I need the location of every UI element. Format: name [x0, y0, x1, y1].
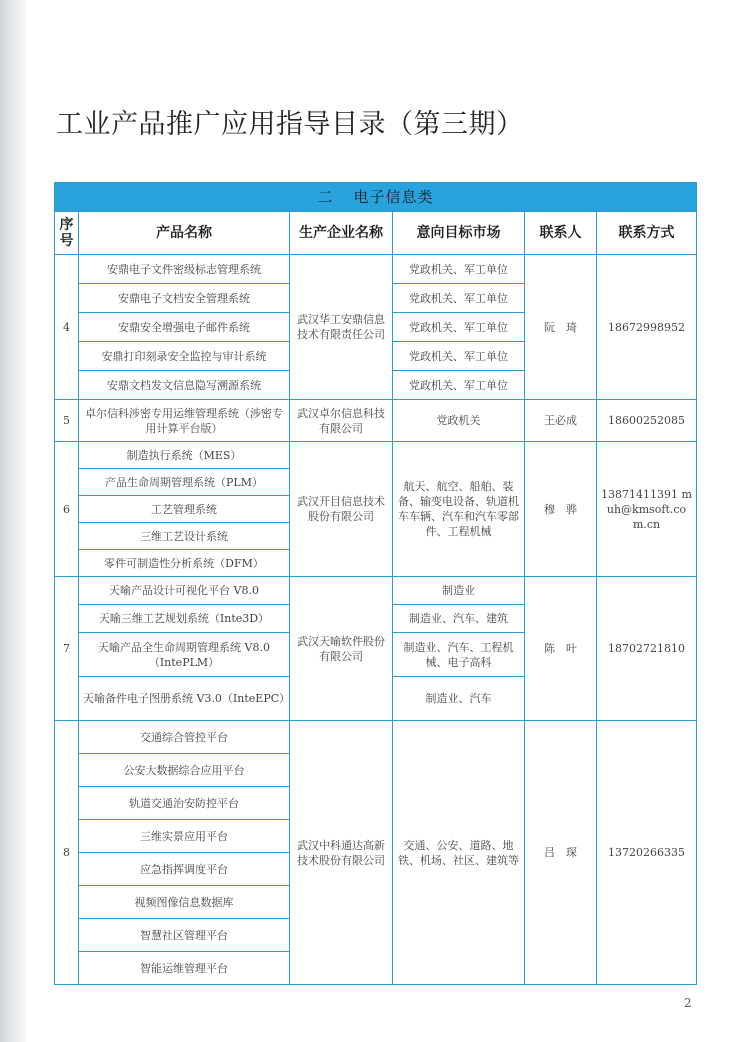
company-cell: 武汉天喻软件股份有限公司	[290, 577, 393, 721]
product-cell: 天喻产品全生命周期管理系统 V8.0（IntePLM）	[79, 633, 290, 677]
book-spine-shadow	[0, 0, 26, 1042]
product-cell: 安鼎电子文档安全管理系统	[79, 284, 290, 313]
market-cell: 航天、航空、船舶、装备、输变电设备、轨道机车车辆、汽车和汽车零部件、工程机械	[393, 442, 525, 577]
section-title: 电子信息类	[353, 187, 434, 206]
section-header-row	[55, 183, 697, 212]
table-row	[55, 442, 697, 469]
header-phone: 联系方式	[597, 212, 697, 255]
header-product: 产品名称	[79, 212, 290, 255]
phone-cell: 18702721810	[597, 577, 697, 721]
company-cell: 武汉卓尔信息科技有限公司	[290, 400, 393, 442]
company-cell: 武汉开目信息技术股份有限公司	[290, 442, 393, 577]
product-cell: 产品生命周期管理系统（PLM）	[79, 469, 290, 496]
market-cell: 党政机关	[393, 400, 525, 442]
seq-cell: 5	[55, 400, 79, 442]
contact-cell: 陈 叶	[525, 577, 597, 721]
page-title: 工业产品推广应用指导目录（第三期）	[56, 109, 524, 140]
phone-cell: 13871411391 muh@kmsoft.com.cn	[597, 442, 697, 577]
product-cell: 轨道交通治安防控平台	[79, 787, 290, 820]
page-number: 2	[684, 996, 692, 1010]
product-cell: 天喻备件电子图册系统 V3.0（InteEPC）	[79, 677, 290, 721]
phone-cell: 18672998952	[597, 255, 697, 400]
header-seq: 序号	[55, 212, 79, 255]
product-cell: 天喻产品设计可视化平台 V8.0	[79, 577, 290, 605]
product-cell: 安鼎安全增强电子邮件系统	[79, 313, 290, 342]
market-cell: 交通、公安、道路、地铁、机场、社区、建筑等	[393, 721, 525, 985]
contact-cell: 阮 琦	[525, 255, 597, 400]
contact-cell: 穆 骅	[525, 442, 597, 577]
product-cell: 智慧社区管理平台	[79, 919, 290, 952]
section-header	[55, 183, 697, 212]
table-row	[55, 400, 697, 442]
header-market: 意向目标市场	[393, 212, 525, 255]
market-cell: 制造业、汽车	[393, 677, 525, 721]
seq-cell: 7	[55, 577, 79, 721]
market-cell: 制造业、汽车、工程机械、电子高科	[393, 633, 525, 677]
market-cell: 党政机关、军工单位	[393, 371, 525, 400]
product-cell: 安鼎打印刻录安全监控与审计系统	[79, 342, 290, 371]
section-prefix: 二	[317, 187, 334, 206]
table-row	[55, 255, 697, 284]
product-cell: 公安大数据综合应用平台	[79, 754, 290, 787]
seq-cell: 8	[55, 721, 79, 985]
market-cell: 党政机关、军工单位	[393, 284, 525, 313]
market-cell: 党政机关、军工单位	[393, 313, 525, 342]
product-cell: 交通综合管控平台	[79, 721, 290, 754]
contact-cell: 吕 琛	[525, 721, 597, 985]
phone-cell: 13720266335	[597, 721, 697, 985]
table-row	[55, 721, 697, 754]
product-cell: 零件可制造性分析系统（DFM）	[79, 550, 290, 577]
seq-cell: 4	[55, 255, 79, 400]
company-cell: 武汉华工安鼎信息技术有限责任公司	[290, 255, 393, 400]
table-row	[55, 577, 697, 605]
column-header-row	[55, 212, 697, 255]
product-cell: 天喻三维工艺规划系统（Inte3D）	[79, 605, 290, 633]
product-cell: 卓尔信科涉密专用运维管理系统（涉密专用计算平台版）	[79, 400, 290, 442]
product-cell: 安鼎电子文件密级标志管理系统	[79, 255, 290, 284]
market-cell: 党政机关、军工单位	[393, 342, 525, 371]
product-cell: 工艺管理系统	[79, 496, 290, 523]
product-catalog-table	[54, 182, 697, 985]
product-cell: 安鼎文档发文信息隐写溯源系统	[79, 371, 290, 400]
product-cell: 智能运维管理平台	[79, 952, 290, 985]
product-cell: 视频图像信息数据库	[79, 886, 290, 919]
product-cell: 三维工艺设计系统	[79, 523, 290, 550]
header-contact: 联系人	[525, 212, 597, 255]
product-cell: 应急指挥调度平台	[79, 853, 290, 886]
phone-cell: 18600252085	[597, 400, 697, 442]
market-cell: 制造业、汽车、建筑	[393, 605, 525, 633]
seq-cell: 6	[55, 442, 79, 577]
company-cell: 武汉中科通达高新技术股份有限公司	[290, 721, 393, 985]
header-company: 生产企业名称	[290, 212, 393, 255]
product-cell: 三维实景应用平台	[79, 820, 290, 853]
market-cell: 制造业	[393, 577, 525, 605]
market-cell: 党政机关、军工单位	[393, 255, 525, 284]
contact-cell: 王必成	[525, 400, 597, 442]
product-cell: 制造执行系统（MES）	[79, 442, 290, 469]
